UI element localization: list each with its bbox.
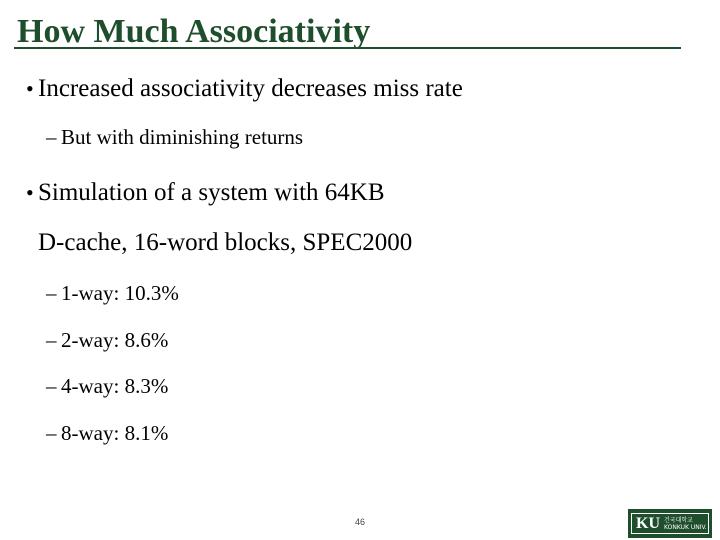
sub-bullet-marker: – — [46, 328, 57, 352]
university-logo — [628, 509, 712, 538]
sub-bullet-item — [46, 124, 303, 150]
bullet-marker: • — [26, 76, 34, 101]
bullet-item — [26, 178, 385, 208]
bullet-continuation: D-cache, 16-word blocks, SPEC2000 — [38, 229, 413, 256]
sub-bullet-text: 4-way: 8.3% — [61, 374, 169, 398]
logo-frame — [631, 513, 709, 534]
sub-bullet-item — [46, 420, 168, 446]
sub-bullet-text: But with diminishing returns — [61, 125, 304, 149]
sub-bullet-marker: – — [46, 281, 57, 305]
page-number: 46 — [354, 517, 365, 527]
slide-title: How Much Associativity — [17, 13, 371, 50]
sub-bullet-item — [46, 327, 168, 353]
bullet-marker: • — [26, 180, 34, 205]
logo-text: KU — [636, 514, 660, 532]
logo-subtext — [664, 517, 707, 531]
logo-subtext-top: 건국대학교 — [664, 516, 693, 524]
sub-bullet-marker: – — [46, 125, 57, 149]
bullet-item — [26, 74, 463, 104]
sub-bullet-marker: – — [46, 374, 57, 398]
bullet-text: Simulation of a system with 64KB — [38, 179, 385, 206]
sub-bullet-marker: – — [46, 421, 57, 445]
title-underline — [14, 47, 681, 49]
sub-bullet-text: 2-way: 8.6% — [61, 328, 169, 352]
sub-bullet-text: 1-way: 10.3% — [61, 281, 179, 305]
bullet-text: Increased associativity decreases miss rate — [38, 75, 463, 102]
sub-bullet-text: 8-way: 8.1% — [61, 421, 169, 445]
sub-bullet-item — [46, 373, 168, 399]
sub-bullet-item — [46, 280, 179, 306]
logo-subtext-bottom: KONKUK UNIV. — [664, 523, 707, 531]
